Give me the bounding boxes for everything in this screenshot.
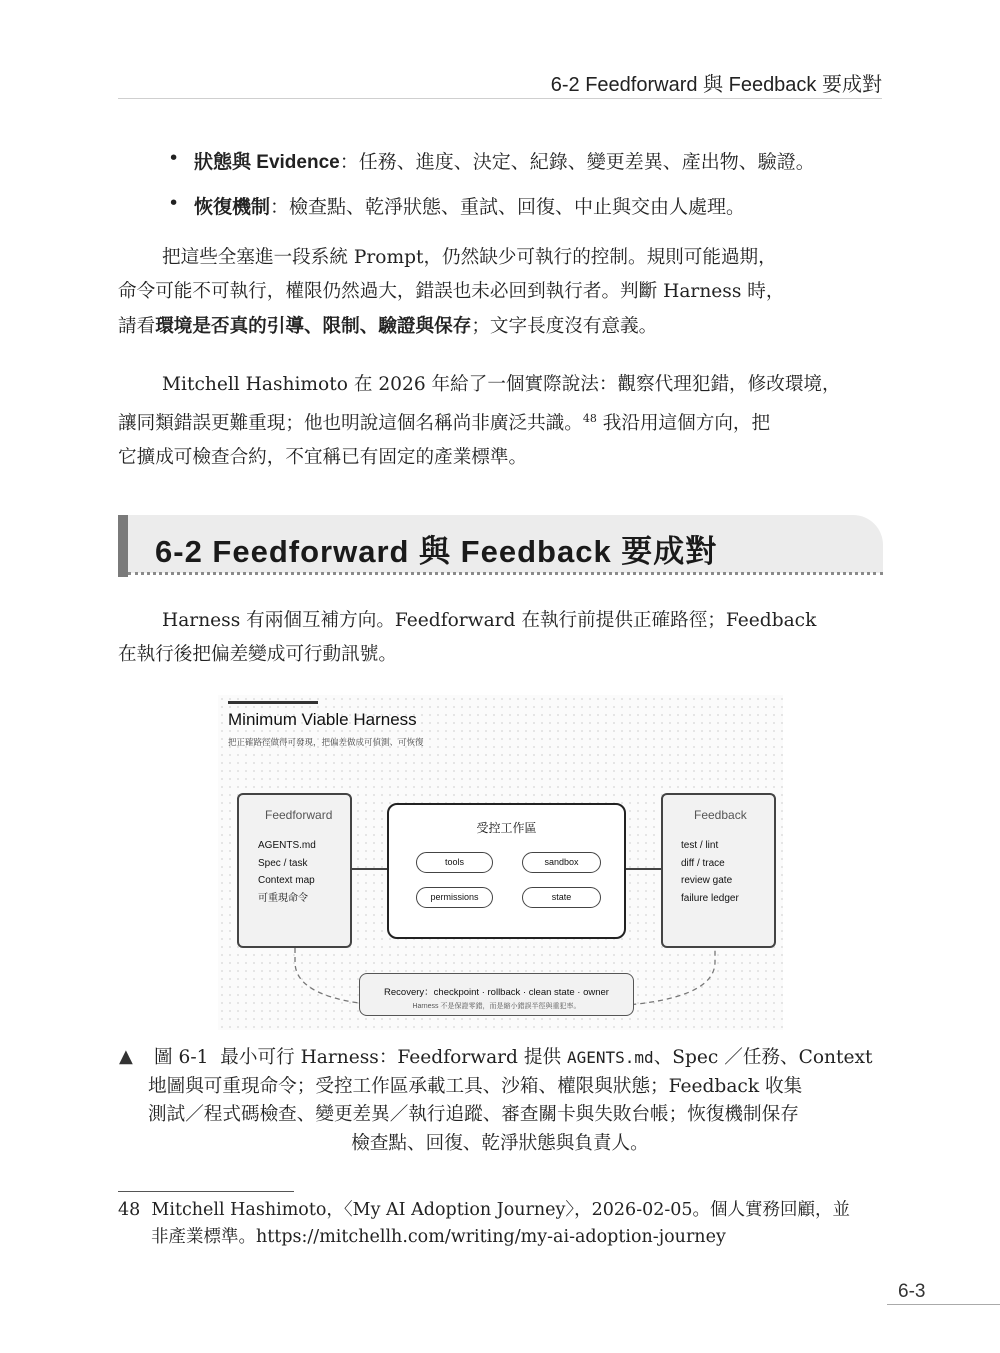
caption-marker: ▲ — [119, 1046, 133, 1067]
bullet-dot: • — [168, 147, 180, 169]
paragraph-1 — [118, 241, 882, 344]
header-rule — [118, 98, 882, 99]
bullet-label: 狀態與 Evidence — [194, 152, 340, 173]
text-run: 我沿用這個方向，把 — [596, 413, 771, 435]
pill-state: state — [522, 887, 601, 908]
page-number: 6-3 — [898, 1281, 926, 1302]
recovery-main-text: Recovery：checkpoint · rollback · clean state · owner — [384, 987, 609, 998]
bold-run: 環境是否真的引導、限制、驗證與保存 — [155, 315, 472, 336]
figure-subtitle: 把正確路徑做得可發現，把偏差做成可偵測、可恢復 — [228, 737, 424, 747]
list-item: AGENTS.md — [258, 840, 316, 851]
bullet-dot: • — [168, 192, 180, 214]
figure-caption — [118, 1044, 882, 1158]
paragraph-line: 在執行後把偏差變成可行動訊號。 — [118, 644, 397, 665]
list-item: diff / trace — [681, 857, 725, 869]
paragraph-line — [118, 309, 882, 344]
paragraph-line: 命令可能不可執行，權限仍然過大，錯誤也未必回到執行者。判斷 Harness 時， — [118, 281, 785, 302]
figure-title-accent — [228, 701, 318, 704]
caption-label: 圖 6-1 — [154, 1047, 209, 1068]
pill-sandbox: sandbox — [522, 852, 601, 873]
text-run: 讓同類錯誤更難重現；他也明說這個名稱尚非廣泛共識。 — [118, 413, 583, 435]
recovery-box — [359, 973, 634, 1016]
text-run: 最小可行 Harness：Feedforward 提供 — [220, 1047, 567, 1068]
running-header: 6-2 Feedforward 與 Feedback 要成對 — [550, 74, 882, 96]
section-heading-bar — [118, 515, 128, 577]
text-run: 、Spec ／任務、Context — [653, 1047, 873, 1068]
section-title: 6-2 Feedforward 與 Feedback 要成對 — [155, 534, 718, 569]
caption-line: 檢查點、回復、乾淨狀態與負責人。 — [351, 1132, 649, 1154]
footnote-ref[interactable]: 48 — [582, 412, 597, 425]
list-item: failure ledger — [681, 892, 739, 904]
bullet-text: ：任務、進度、決定、紀錄、變更差異、產出物、驗證。 — [339, 151, 815, 173]
list-item: Spec / task — [258, 857, 308, 869]
footnote-rule — [118, 1191, 294, 1192]
caption-line: 測試／程式碼檢查、變更差異／執行追蹤、審查關卡與失敗台帳；恢復機制保存 — [148, 1104, 799, 1125]
paragraph-3 — [118, 604, 882, 672]
section-dotted-rule — [128, 572, 883, 575]
code-run: AGENTS.md — [566, 1048, 654, 1067]
paragraph-line: Harness 有兩個互補方向。Feedforward 在執行前提供正確路徑；Feedback — [162, 610, 817, 631]
connector-left — [351, 868, 387, 870]
controlled-workspace-box — [387, 803, 626, 939]
list-item: 可重現命令 — [258, 892, 308, 904]
footnote-number: 48 — [118, 1200, 141, 1220]
figure-title: Minimum Viable Harness — [228, 710, 417, 729]
list-item: review gate — [681, 875, 733, 886]
list-item: Context map — [258, 875, 315, 886]
text-run: 請看 — [118, 316, 156, 337]
bullet-text: ：檢查點、乾淨狀態、重試、回復、中止與交由人處理。 — [270, 196, 746, 218]
connector-right — [625, 868, 662, 870]
pill-permissions: permissions — [416, 887, 493, 908]
caption-line: 地圖與可重現命令；受控工作區承載工具、沙箱、權限與狀態；Feedback 收集 — [148, 1075, 803, 1097]
paragraph-2 — [118, 368, 882, 475]
feedback-box — [661, 793, 776, 948]
workspace-heading: 受控工作區 — [476, 821, 537, 835]
page-number-rule — [887, 1304, 1000, 1305]
caption-line — [118, 1044, 882, 1073]
bullet-label: 恢復機制 — [194, 197, 271, 218]
list-item: test / lint — [681, 840, 719, 851]
pill-tools: tools — [416, 852, 493, 873]
paragraph-line: 把這些全塞進一段系統 Prompt，仍然缺少可執行的控制。規則可能過期， — [162, 247, 777, 268]
footnote — [118, 1197, 850, 1251]
paragraph-line — [118, 402, 882, 441]
feedback-list — [681, 837, 739, 907]
feedforward-heading: Feedforward — [265, 808, 333, 822]
footnote-text: Mitchell Hashimoto，〈My AI Adoption Journey〉，2026-02-05。個人實務回顧，並 — [151, 1200, 851, 1220]
recovery-sub-text: Harness 不是保證零錯，而是縮小錯誤半徑與重犯率。 — [412, 1003, 581, 1010]
paragraph-line: Mitchell Hashimoto 在 2026 年給了一個實際說法：觀察代理犯錯，修改環境， — [162, 374, 841, 395]
feedforward-box — [237, 793, 352, 948]
text-run: ；文字長度沒有意義。 — [471, 316, 658, 337]
footnote-line[interactable]: 非產業標準。https://mitchellh.com/writing/my-ai-adoption-journey — [151, 1227, 726, 1247]
feedback-heading: Feedback — [694, 808, 747, 822]
paragraph-line: 它擴成可檢查合約，不宜稱已有固定的產業標準。 — [118, 447, 528, 469]
footnote-line — [118, 1197, 850, 1224]
feedforward-list — [258, 837, 316, 907]
